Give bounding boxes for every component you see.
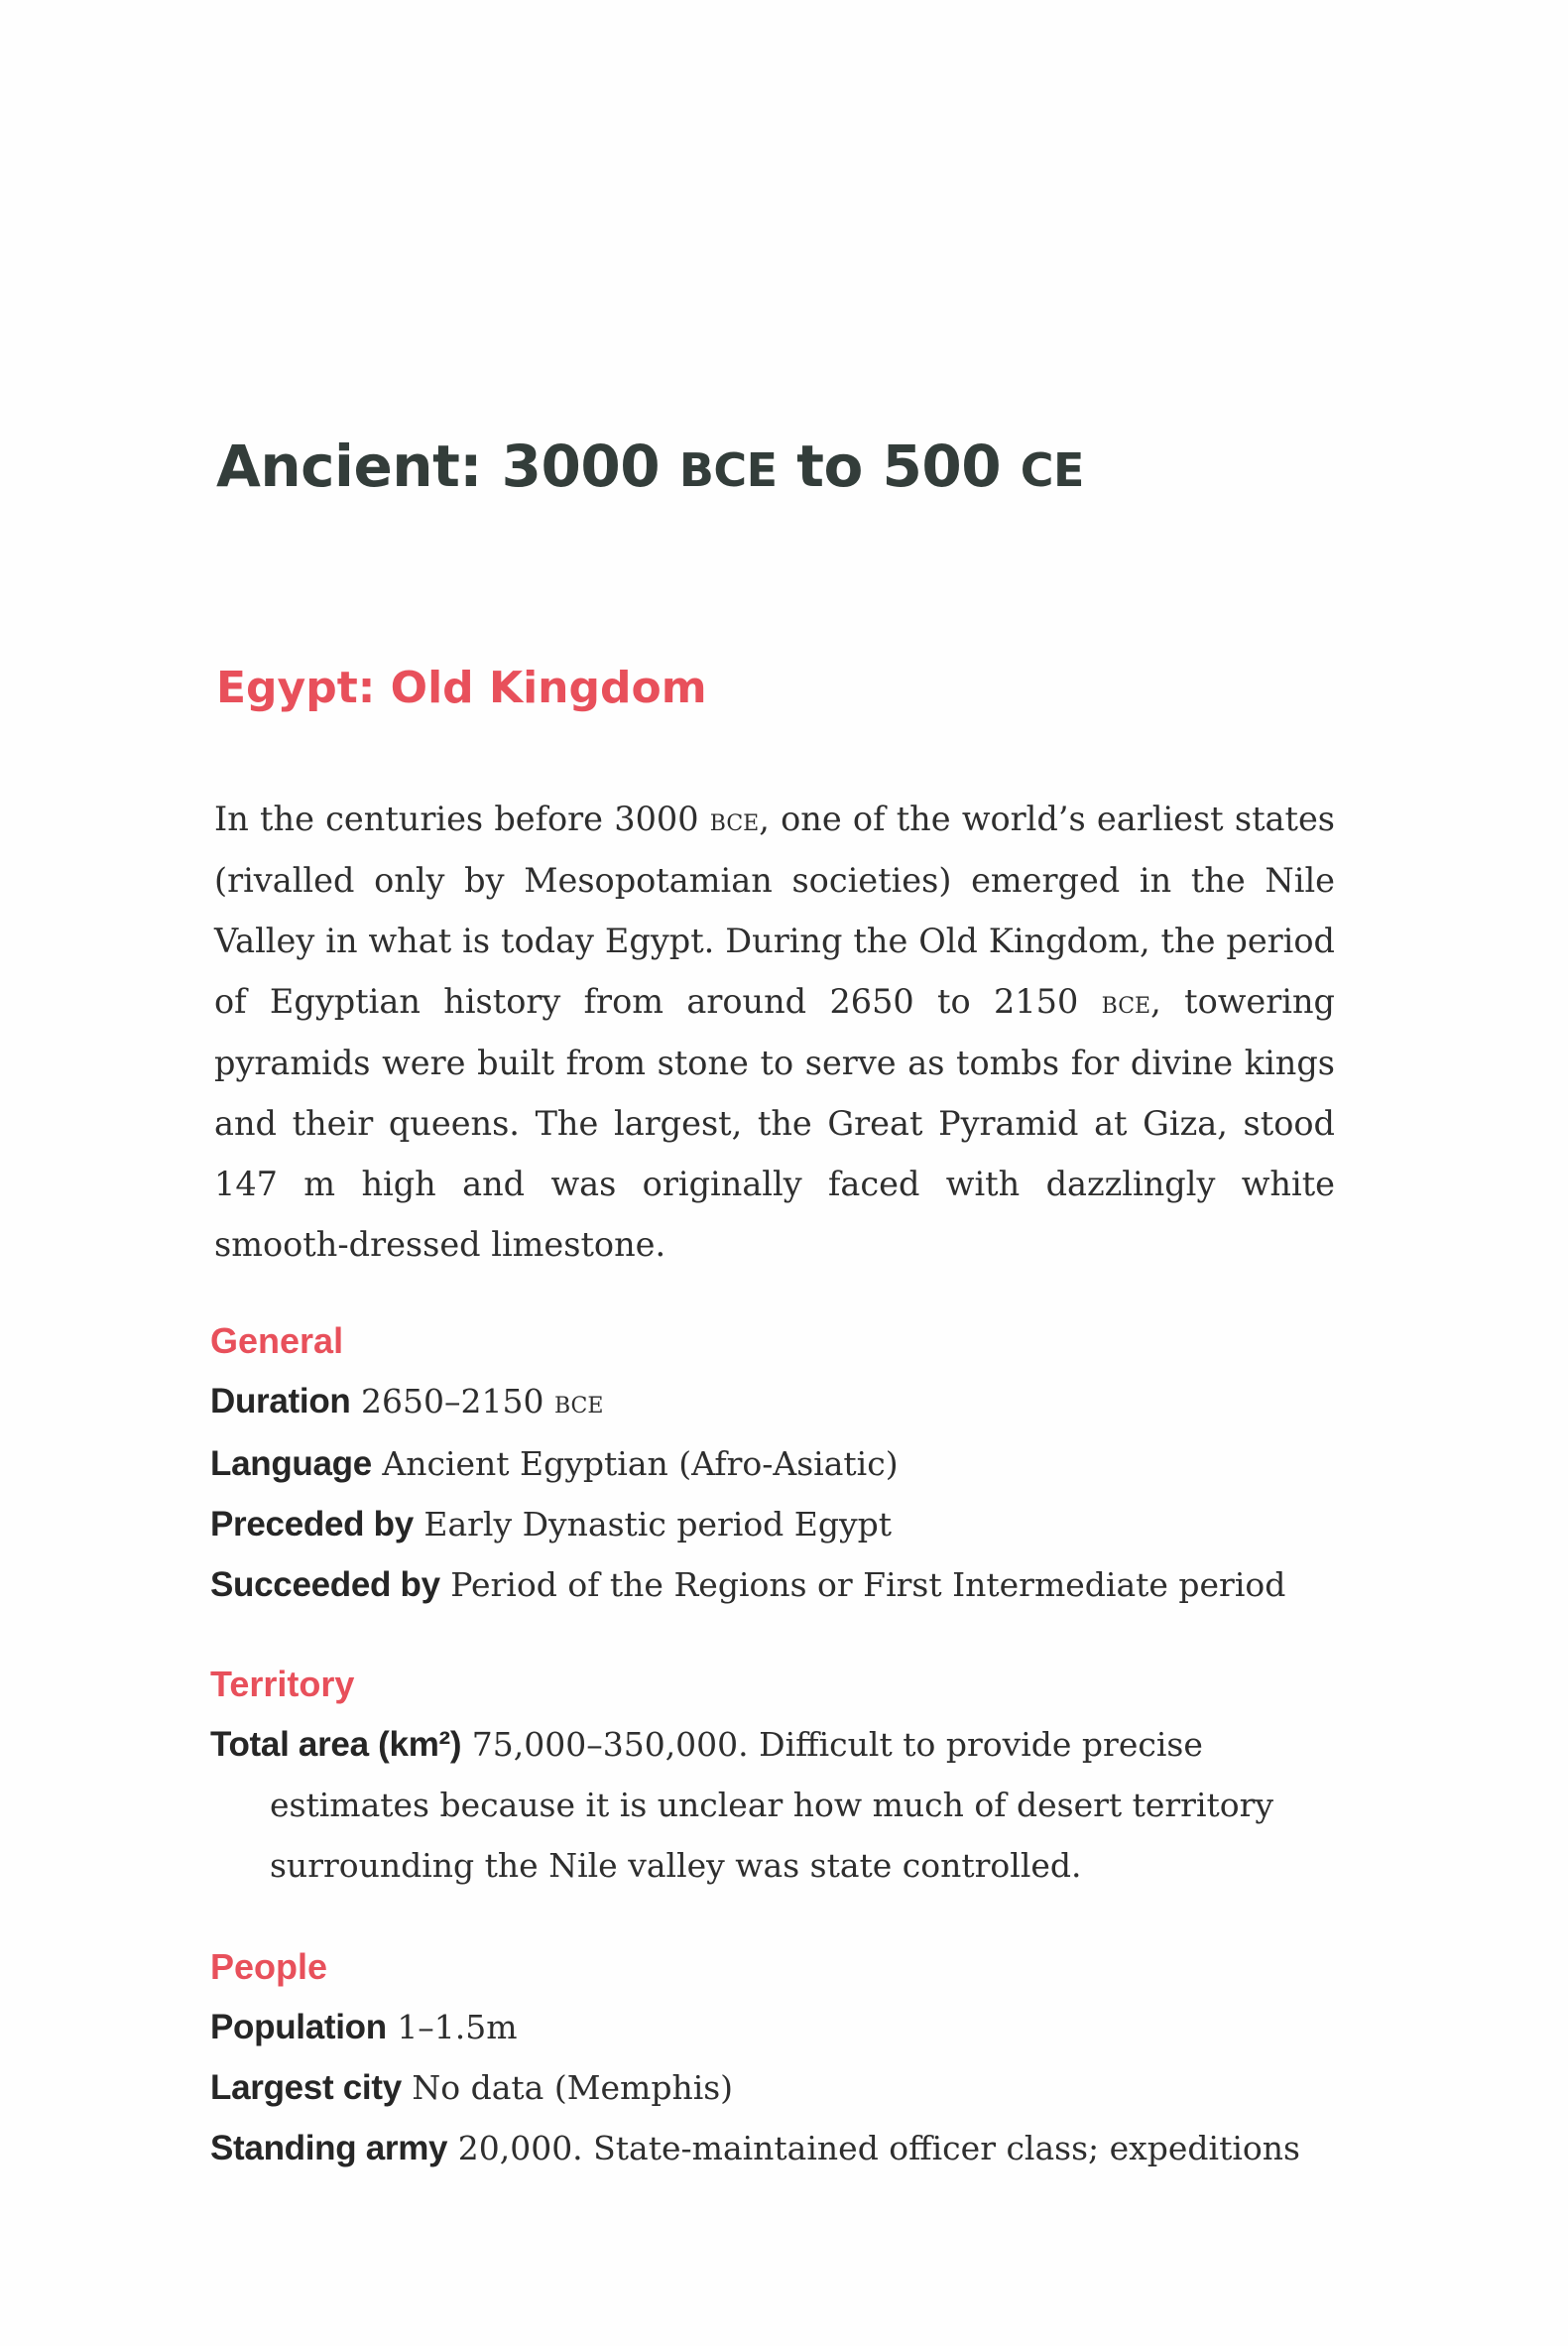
chapter-title bbox=[216, 432, 1084, 500]
fact-label: Largest city bbox=[210, 2068, 402, 2107]
fact-total-area bbox=[210, 1714, 1341, 1896]
territory-heading: Territory bbox=[210, 1664, 355, 1704]
chapter-title-era-start: BCE bbox=[678, 443, 778, 497]
intro-paragraph bbox=[214, 789, 1335, 1275]
fact-value: 2650–2150 bbox=[360, 1382, 544, 1420]
people-heading: People bbox=[210, 1946, 328, 1987]
fact-population bbox=[210, 1997, 1351, 2057]
fact-label: Population bbox=[210, 2008, 387, 2046]
fact-succeeded-by bbox=[210, 1554, 1351, 1615]
intro-text-1: In the centuries before 3000 bbox=[214, 800, 710, 838]
fact-value: No data (Memphis) bbox=[412, 2068, 734, 2107]
fact-value: Early Dynastic period Egypt bbox=[423, 1505, 893, 1543]
fact-value: Period of the Regions or First Intermediate period bbox=[450, 1565, 1286, 1604]
intro-text-2: , one of the world’s earliest states (rivalled only by Mesopotamian societies) emerged in the Nile Valley in what is today Egypt. During the Old Kingdom, the period of Egyptian history from around 2650 to 2150 bbox=[214, 800, 1335, 1021]
general-facts bbox=[210, 1310, 1351, 1615]
fact-value: Ancient Egyptian (Afro-Asiatic) bbox=[382, 1444, 899, 1483]
fact-label: Preceded by bbox=[210, 1505, 414, 1543]
fact-label: Succeeded by bbox=[210, 1565, 440, 1604]
fact-label: Standing army bbox=[210, 2129, 448, 2167]
fact-value: 75,000–350,000. Difficult to provide precise estimates because it is unclear how much of desert territory surrounding the Nile valley was state controlled. bbox=[270, 1725, 1274, 1885]
fact-language bbox=[210, 1433, 1351, 1494]
fact-value: 1–1.5m bbox=[397, 2008, 518, 2046]
chapter-title-prefix: Ancient: 3000 bbox=[216, 432, 679, 500]
chapter-title-middle: to 500 bbox=[777, 432, 1021, 500]
fact-label: Total area (km²) bbox=[210, 1725, 462, 1764]
intro-text-3: , towering pyramids were built from stone to serve as tombs for divine kings and their queens. The largest, the Great Pyramid at Giza, stood 147 m high and was originally faced with dazzlingly white smooth-dressed limestone. bbox=[214, 982, 1335, 1264]
fact-value: 20,000. State-maintained officer class; expeditions bbox=[457, 2129, 1300, 2167]
fact-era: bce bbox=[553, 1385, 604, 1420]
fact-preceded-by bbox=[210, 1494, 1351, 1554]
section-heading: Egypt: Old Kingdom bbox=[216, 663, 707, 713]
fact-largest-city bbox=[210, 2057, 1351, 2118]
people-facts bbox=[210, 1936, 1351, 2178]
intro-era-2: bce bbox=[1101, 983, 1151, 1021]
territory-facts bbox=[210, 1654, 1351, 1896]
intro-era-1: bce bbox=[709, 801, 760, 838]
fact-duration bbox=[210, 1371, 1351, 1433]
fact-label: Duration bbox=[210, 1382, 351, 1420]
general-heading: General bbox=[210, 1320, 344, 1361]
fact-label: Language bbox=[210, 1444, 372, 1483]
chapter-title-era-end: CE bbox=[1020, 443, 1084, 497]
fact-standing-army bbox=[210, 2118, 1351, 2178]
